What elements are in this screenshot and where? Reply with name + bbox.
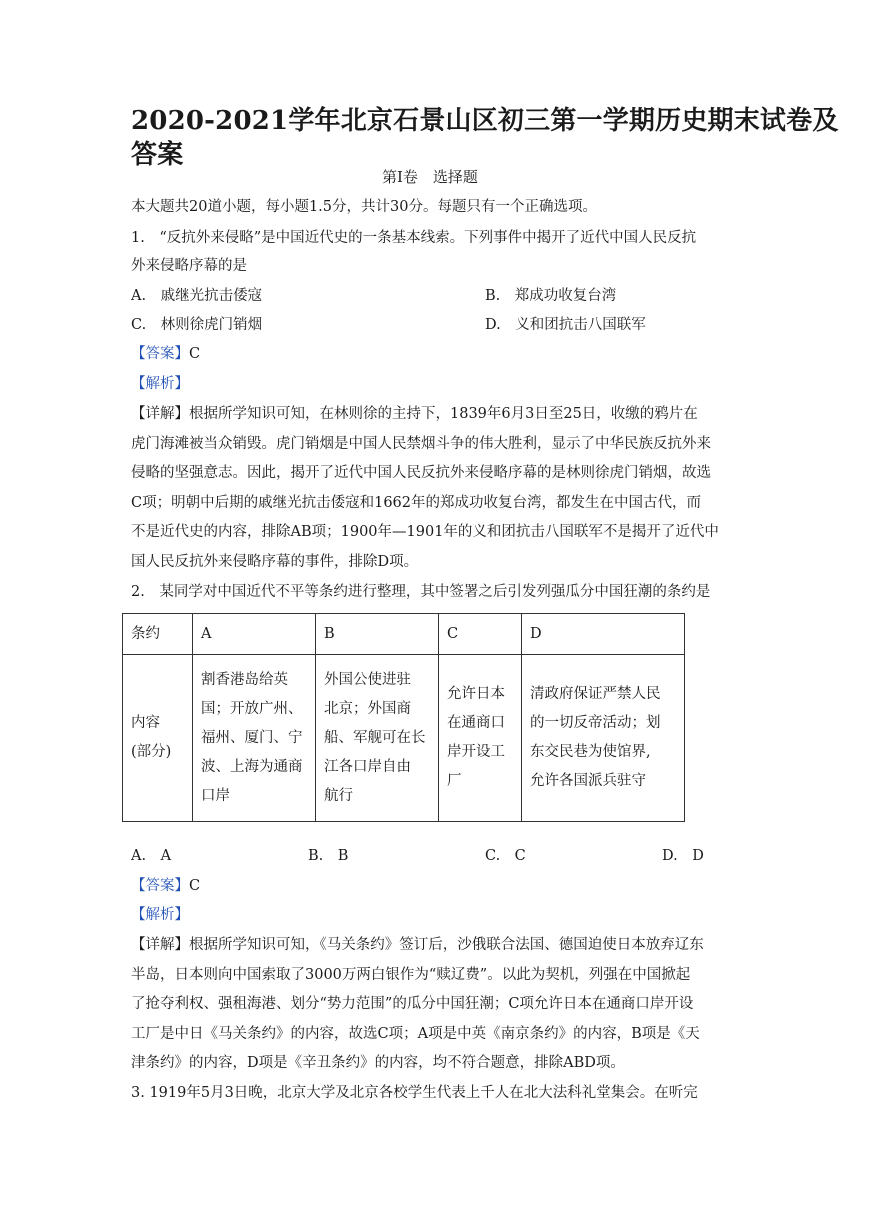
- table-header-cell: B: [316, 614, 439, 655]
- row-label-cell: 内容 (部分): [123, 655, 193, 822]
- detail-label: 【详解】: [131, 937, 189, 953]
- q1-detail-line6: 国人民反抗外来侵略序幕的事件，排除D项。: [131, 554, 419, 570]
- table-header-cell: 条约: [123, 614, 193, 655]
- table-cell-a: 割香港岛给英 国；开放广州、 福州、厦门、宁 波、上海为通商 口岸: [193, 655, 316, 822]
- document-title: 2020-2021学年北京石景山区初三第一学期历史期末试卷及: [131, 106, 839, 136]
- q2-detail-line2: 半岛，日本则向中国索取了3000万两白银作为“赎辽费”。以此为契机，列强在中国掀起: [131, 967, 691, 983]
- table-header-cell: A: [193, 614, 316, 655]
- table-header-cell: D: [522, 614, 685, 655]
- q1-detail-line1: 【详解】根据所学知识可知，在林则徐的主持下，1839年6月3日至25日，收缴的鸦片在: [131, 406, 698, 422]
- q1-detail-line2: 虎门海滩被当众销毁。虎门销烟是中国人民禁烟斗争的伟大胜利，显示了中华民族反抗外来: [131, 436, 711, 452]
- q3-stem-line1: 3. 1919年5月3日晚，北京大学及北京各校学生代表上千人在北大法科礼堂集会。在听完: [131, 1085, 698, 1101]
- q2-detail-line1: 【详解】根据所学知识可知，《马关条约》签订后，沙俄联合法国、德国迫使日本放弃辽东: [131, 937, 704, 953]
- table-cell-b: 外国公使进驻 北京；外国商 船、军舰可在长 江各口岸自由 航行: [316, 655, 439, 822]
- q1-analysis-label: 【解析】: [131, 376, 189, 392]
- q1-detail-line4: C项；明朝中后期的戚继光抗击倭寇和1662年的郑成功收复台湾，都发生在中国古代，而: [131, 495, 701, 511]
- q1-option-a: A. 戚继光抗击倭寇: [131, 288, 263, 304]
- q1-stem-line2: 外来侵略序幕的是: [131, 258, 247, 274]
- table-cell-d: 清政府保证严禁人民 的一切反帝活动；划 东交民巷为使馆界, 允许各国派兵驻守: [522, 655, 685, 822]
- answer-label: 【答案】: [131, 346, 189, 362]
- q2-option-d: D. D: [662, 848, 704, 864]
- q2-option-a: A. A: [131, 848, 172, 864]
- q1-answer: [131, 344, 200, 364]
- table-header-cell: C: [439, 614, 522, 655]
- detail-label: 【详解】: [131, 406, 189, 422]
- q1-detail-line5: 不是近代史的内容，排除AB项；1900年—1901年的义和团抗击八国联军不是揭开了近代中: [131, 524, 719, 540]
- table-row: [123, 655, 685, 822]
- instructions: 本大题共20道小题，每小题1.5分，共计30分。每题只有一个正确选项。: [131, 199, 597, 215]
- q1-stem-line1: 1. “反抗外来侵略”是中国近代史的一条基本线索。下列事件中揭开了近代中国人民反抗: [131, 230, 697, 246]
- answer-value: C: [189, 346, 201, 362]
- q2-answer: [131, 876, 200, 896]
- table-header-row: [123, 614, 685, 655]
- table-cell-c: 允许日本 在通商口 岸开设工 厂: [439, 655, 522, 822]
- answer-label: 【答案】: [131, 878, 189, 894]
- q2-option-b: B. B: [308, 848, 349, 864]
- document-title-continued: 答案: [131, 140, 184, 170]
- q1-detail-line3: 侵略的坚强意志。因此，揭开了近代中国人民反抗外来侵略序幕的是林则徐虎门销烟，故选: [131, 465, 711, 481]
- q2-detail-line3: 了抢夺利权、强租海港、划分“势力范围”的瓜分中国狂潮；C项允许日本在通商口岸开设: [131, 996, 694, 1012]
- section-heading: 第Ⅰ卷 选择题: [382, 168, 478, 186]
- q2-detail-line4: 工厂是中日《马关条约》的内容，故选C项；A项是中英《南京条约》的内容，B项是《天: [131, 1026, 700, 1042]
- q2-stem: 2. 某同学对中国近代不平等条约进行整理，其中签署之后引发列强瓜分中国狂潮的条约是: [131, 584, 711, 600]
- q1-option-d: D. 义和团抗击八国联军: [485, 317, 646, 333]
- treaty-table: [122, 613, 685, 822]
- answer-value: C: [189, 878, 201, 894]
- q1-option-b: B. 郑成功收复台湾: [485, 288, 617, 304]
- q2-detail-line5: 津条约》的内容，D项是《辛丑条约》的内容，均不符合题意，排除ABD项。: [131, 1055, 625, 1071]
- q2-analysis-label: 【解析】: [131, 907, 189, 923]
- q1-option-c: C. 林则徐虎门销烟: [131, 317, 263, 333]
- q2-option-c: C. C: [485, 848, 526, 864]
